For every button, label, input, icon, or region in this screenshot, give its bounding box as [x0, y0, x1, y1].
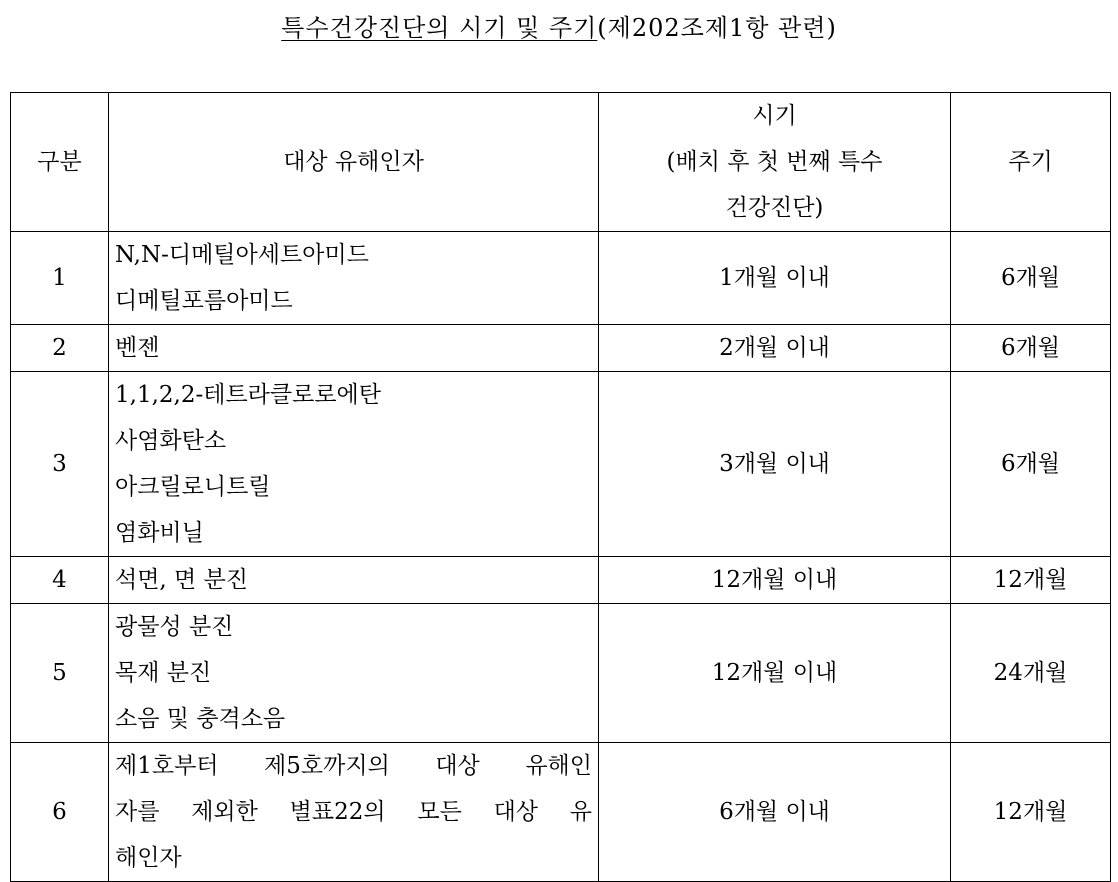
row-no: 3	[11, 372, 109, 557]
agent-line: 소음 및 충격소음	[115, 706, 286, 732]
row-timing: 12개월 이내	[599, 604, 951, 743]
row-agents	[109, 557, 599, 604]
header-timing-line: 건강진단)	[725, 195, 824, 221]
table-header-row	[11, 93, 1111, 232]
row-cycle: 6개월	[951, 372, 1111, 557]
header-agents: 대상 유해인자	[109, 93, 599, 232]
title-main: 특수건강진단의 시기 및 주기	[281, 14, 598, 42]
table-row	[11, 557, 1111, 604]
agent-line: 제1호부터 제5호까지의 대상 유해인	[115, 753, 592, 779]
agent-line: 석면, 면 분진	[115, 567, 249, 593]
agent-line: 디메틸포름아미드	[115, 288, 293, 314]
row-no: 2	[11, 325, 109, 372]
row-agents	[109, 604, 599, 743]
row-no: 1	[11, 232, 109, 325]
agent-line: 사염화탄소	[115, 428, 227, 454]
row-cycle: 6개월	[951, 232, 1111, 325]
agent-line: 아크릴로니트릴	[115, 474, 271, 500]
agent-line: 해인자	[115, 845, 182, 871]
table-row	[11, 325, 1111, 372]
title-sub: (제202조제1항 관련)	[597, 14, 837, 42]
row-timing: 1개월 이내	[599, 232, 951, 325]
row-cycle: 24개월	[951, 604, 1111, 743]
agent-line: 1,1,2,2-테트라클로로에탄	[115, 382, 381, 408]
document-title	[0, 8, 1118, 43]
table-row	[11, 743, 1111, 882]
row-timing: 12개월 이내	[599, 557, 951, 604]
row-timing: 6개월 이내	[599, 743, 951, 882]
row-agents	[109, 743, 599, 882]
row-timing: 2개월 이내	[599, 325, 951, 372]
row-no: 4	[11, 557, 109, 604]
agent-line: 벤젠	[115, 335, 160, 361]
header-timing-line: 시기	[752, 103, 797, 129]
agent-line: 자를 제외한 별표22의 모든 대상 유	[115, 799, 592, 825]
row-cycle: 12개월	[951, 743, 1111, 882]
table-row	[11, 372, 1111, 557]
row-agents	[109, 325, 599, 372]
table-row	[11, 232, 1111, 325]
header-cycle: 주기	[951, 93, 1111, 232]
health-exam-table	[10, 92, 1111, 882]
agent-line: 광물성 분진	[115, 614, 234, 640]
header-timing	[599, 93, 951, 232]
header-no: 구분	[11, 93, 109, 232]
table-row	[11, 604, 1111, 743]
agent-line: 목재 분진	[115, 660, 212, 686]
row-no: 6	[11, 743, 109, 882]
row-agents	[109, 232, 599, 325]
row-timing: 3개월 이내	[599, 372, 951, 557]
row-no: 5	[11, 604, 109, 743]
row-cycle: 12개월	[951, 557, 1111, 604]
row-agents	[109, 372, 599, 557]
row-cycle: 6개월	[951, 325, 1111, 372]
agent-line: N,N-디메틸아세트아미드	[115, 242, 369, 268]
header-timing-line: (배치 후 첫 번째 특수	[666, 149, 883, 175]
agent-line: 염화비닐	[115, 520, 204, 546]
